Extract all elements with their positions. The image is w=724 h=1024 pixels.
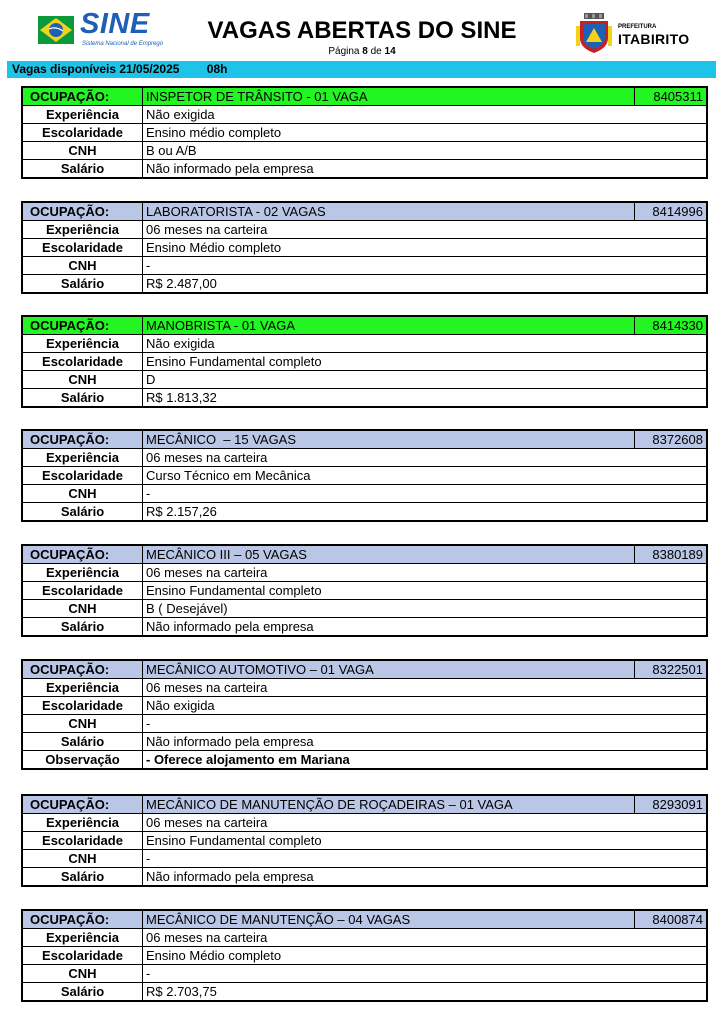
cnh-value: B ou A/B [143,142,708,160]
schooling-label: Escolaridade [22,353,143,371]
observation-row [22,751,707,770]
salary-label: Salário [22,983,143,1002]
schooling-label: Escolaridade [22,124,143,142]
job-table [21,909,708,1002]
schooling-row [22,947,707,965]
sine-logo-text: SINE [80,8,150,40]
salary-row [22,160,707,179]
experience-value: Não exigida [143,106,708,124]
occupation-row [22,545,707,564]
occupation-row [22,795,707,814]
prefeitura-logo [576,12,696,54]
salary-label: Salário [22,275,143,294]
occupation-label: OCUPAÇÃO: [22,660,143,679]
occupation-label: OCUPAÇÃO: [22,430,143,449]
occupation-label: OCUPAÇÃO: [22,545,143,564]
job-code: 8414996 [635,202,708,221]
availability-time: 08h [206,62,228,76]
experience-row [22,335,707,353]
page-current: 8 [362,46,368,57]
schooling-value: Ensino Fundamental completo [143,353,708,371]
schooling-value: Não exigida [143,697,708,715]
page-total: 14 [384,46,396,57]
city-name: ITABIRITO [618,31,690,47]
salary-label: Salário [22,868,143,887]
cnh-value: - [143,485,708,503]
salary-row [22,733,707,751]
cnh-label: CNH [22,600,143,618]
schooling-value: Curso Técnico em Mecânica [143,467,708,485]
salary-value: Não informado pela empresa [143,160,708,179]
job-code: 8322501 [635,660,708,679]
salary-label: Salário [22,389,143,408]
job-table [21,315,708,408]
experience-label: Experiência [22,929,143,947]
experience-value: 06 meses na carteira [143,221,708,239]
occupation-row [22,660,707,679]
experience-row [22,929,707,947]
experience-value: 06 meses na carteira [143,929,708,947]
schooling-value: Ensino Médio completo [143,947,708,965]
experience-value: 06 meses na carteira [143,449,708,467]
salary-row [22,389,707,408]
schooling-label: Escolaridade [22,582,143,600]
job-code: 8372608 [635,430,708,449]
experience-row [22,814,707,832]
experience-label: Experiência [22,679,143,697]
job-code: 8414330 [635,316,708,335]
salary-row [22,618,707,637]
experience-label: Experiência [22,335,143,353]
experience-label: Experiência [22,814,143,832]
availability-date-bar [7,61,716,78]
occupation-title: MECÂNICO AUTOMOTIVO – 01 VAGA [143,660,635,679]
schooling-label: Escolaridade [22,947,143,965]
cnh-row [22,371,707,389]
experience-label: Experiência [22,221,143,239]
salary-value: Não informado pela empresa [143,868,708,887]
page-of: de [370,46,382,57]
experience-row [22,679,707,697]
schooling-row [22,832,707,850]
schooling-row [22,582,707,600]
job-code: 8405311 [635,87,708,106]
cnh-row [22,850,707,868]
observation-label: Observação [22,751,143,770]
cnh-label: CNH [22,965,143,983]
salary-row [22,503,707,522]
page-title: VAGAS ABERTAS DO SINE [207,17,517,44]
cnh-label: CNH [22,715,143,733]
experience-row [22,106,707,124]
experience-value: 06 meses na carteira [143,679,708,697]
schooling-value: Ensino Fundamental completo [143,832,708,850]
salary-value: R$ 1.813,32 [143,389,708,408]
occupation-row [22,316,707,335]
salary-value: Não informado pela empresa [143,733,708,751]
cnh-label: CNH [22,371,143,389]
cnh-value: B ( Desejável) [143,600,708,618]
occupation-title: MECÂNICO DE MANUTENÇÃO DE ROÇADEIRAS – 01 VAGA [143,795,635,814]
schooling-row [22,697,707,715]
salary-row [22,983,707,1002]
job-table [21,659,708,770]
salary-label: Salário [22,503,143,522]
job-table [21,794,708,887]
salary-value: Não informado pela empresa [143,618,708,637]
occupation-label: OCUPAÇÃO: [22,910,143,929]
occupation-label: OCUPAÇÃO: [22,316,143,335]
occupation-row [22,202,707,221]
schooling-value: Ensino médio completo [143,124,708,142]
job-table [21,544,708,637]
schooling-row [22,124,707,142]
job-table [21,86,708,179]
cnh-label: CNH [22,485,143,503]
experience-row [22,449,707,467]
schooling-label: Escolaridade [22,467,143,485]
cnh-value: D [143,371,708,389]
cnh-row [22,715,707,733]
cnh-value: - [143,850,708,868]
schooling-label: Escolaridade [22,832,143,850]
occupation-title: MANOBRISTA - 01 VAGA [143,316,635,335]
experience-row [22,564,707,582]
job-code: 8380189 [635,545,708,564]
availability-date: Vagas disponíveis 21/05/2025 [12,62,180,76]
sine-logo-subtitle: Sistema Nacional de Emprego [82,41,164,47]
experience-label: Experiência [22,449,143,467]
cnh-label: CNH [22,142,143,160]
observation-value: - Oferece alojamento em Mariana [143,751,708,770]
salary-row [22,868,707,887]
cnh-label: CNH [22,257,143,275]
schooling-row [22,353,707,371]
occupation-title: MECÂNICO DE MANUTENÇÃO – 04 VAGAS [143,910,635,929]
occupation-label: OCUPAÇÃO: [22,202,143,221]
occupation-label: OCUPAÇÃO: [22,795,143,814]
schooling-row [22,467,707,485]
schooling-label: Escolaridade [22,697,143,715]
job-code: 8400874 [635,910,708,929]
cnh-value: - [143,257,708,275]
salary-value: R$ 2.157,26 [143,503,708,522]
cnh-value: - [143,965,708,983]
occupation-row [22,87,707,106]
cnh-row [22,600,707,618]
cnh-row [22,257,707,275]
schooling-row [22,239,707,257]
schooling-label: Escolaridade [22,239,143,257]
experience-label: Experiência [22,106,143,124]
cnh-value: - [143,715,708,733]
cnh-label: CNH [22,850,143,868]
occupation-title: LABORATORISTA - 02 VAGAS [143,202,635,221]
occupation-label: OCUPAÇÃO: [22,87,143,106]
job-code: 8293091 [635,795,708,814]
occupation-title: INSPETOR DE TRÂNSITO - 01 VAGA [143,87,635,106]
schooling-value: Ensino Médio completo [143,239,708,257]
experience-row [22,221,707,239]
salary-label: Salário [22,618,143,637]
salary-value: R$ 2.487,00 [143,275,708,294]
cnh-row [22,965,707,983]
job-table [21,201,708,294]
occupation-title: MECÂNICO – 15 VAGAS [143,430,635,449]
experience-value: Não exigida [143,335,708,353]
occupation-title: MECÂNICO III – 05 VAGAS [143,545,635,564]
experience-value: 06 meses na carteira [143,814,708,832]
salary-label: Salário [22,160,143,179]
experience-value: 06 meses na carteira [143,564,708,582]
prefeitura-label: PREFEITURA [618,24,657,30]
schooling-value: Ensino Fundamental completo [143,582,708,600]
salary-label: Salário [22,733,143,751]
occupation-row [22,910,707,929]
experience-label: Experiência [22,564,143,582]
salary-row [22,275,707,294]
cnh-row [22,485,707,503]
job-table [21,429,708,522]
page-prefix: Página [328,46,360,57]
city-crest-icon [576,12,612,54]
cnh-row [22,142,707,160]
salary-value: R$ 2.703,75 [143,983,708,1002]
page-header [0,0,724,60]
occupation-row [22,430,707,449]
